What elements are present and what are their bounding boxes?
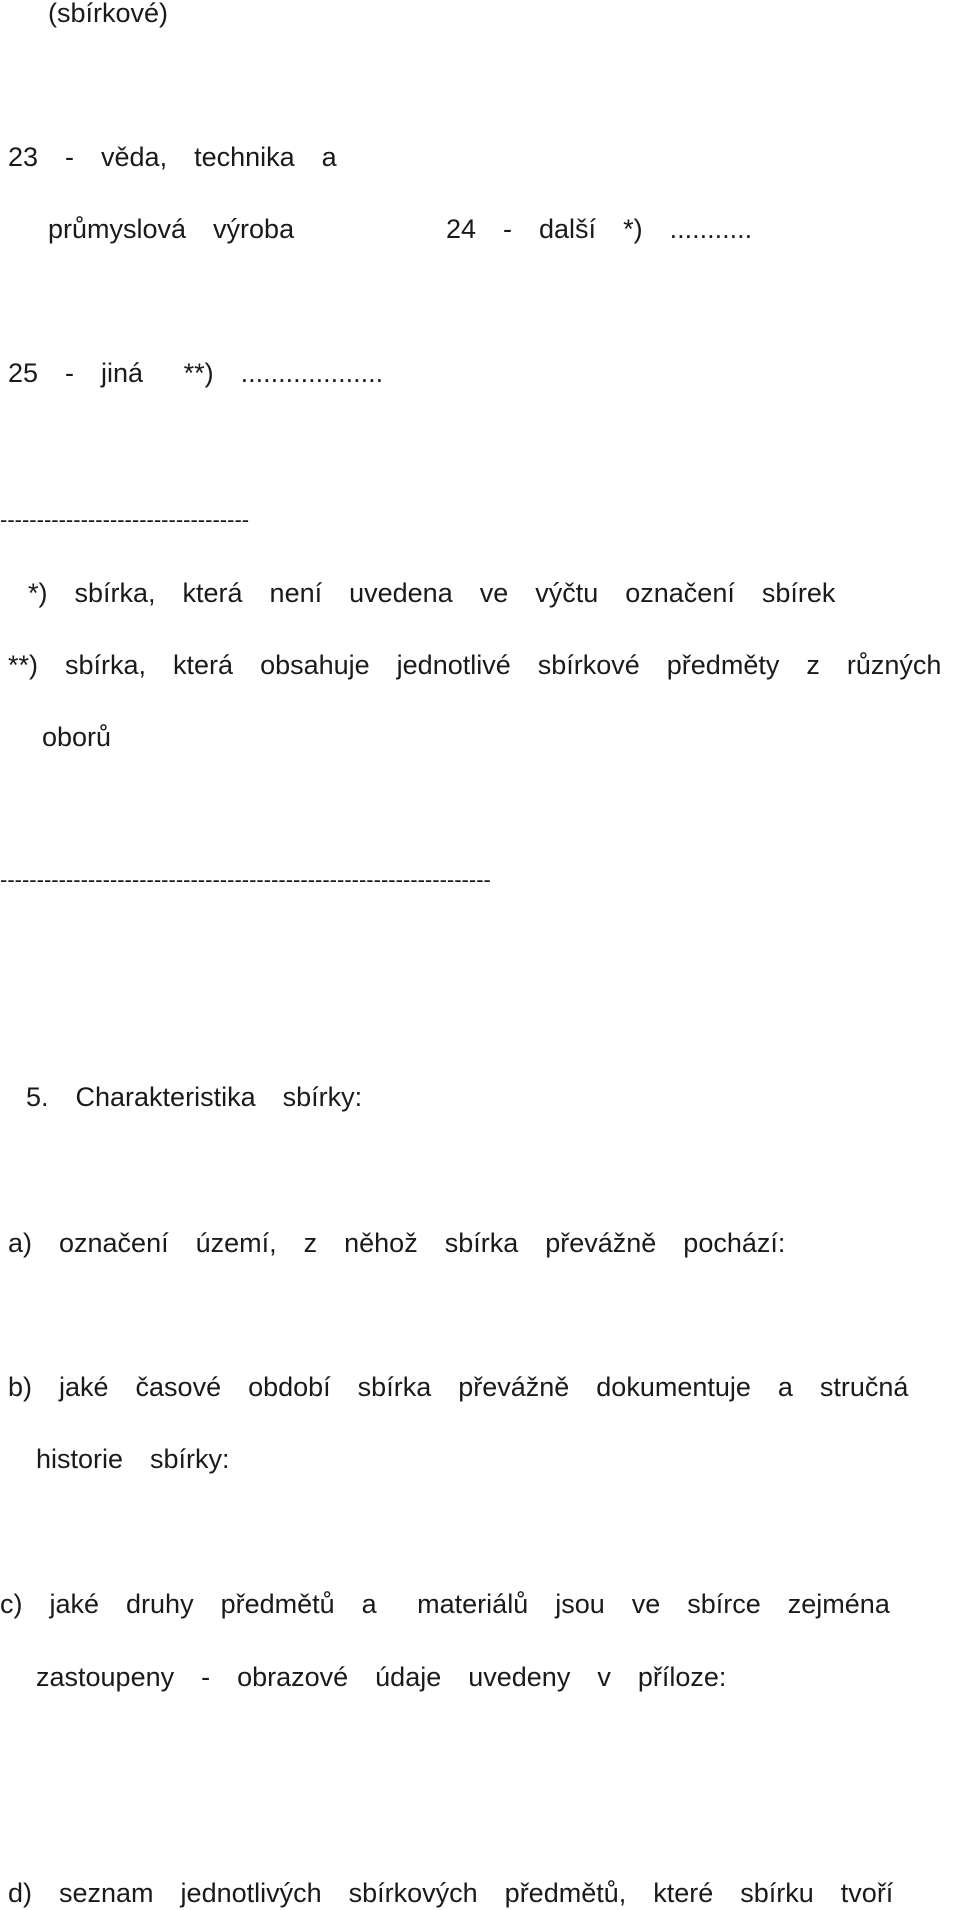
footnote-double-star-line1: **) sbírka, která obsahuje jednotlivé sbírkové předměty z různých	[8, 650, 942, 680]
item-b-line2: historie sbírky:	[36, 1444, 230, 1474]
category-23-line1: 23 - věda, technika a	[8, 142, 337, 172]
item-d: d) seznam jednotlivých sbírkových předmětů, které sbírku tvoří	[8, 1878, 894, 1908]
item-c-line2: zastoupeny - obrazové údaje uvedeny v příloze:	[36, 1662, 727, 1692]
section-5-heading: 5. Charakteristika sbírky:	[26, 1082, 363, 1112]
collection-type-label: (sbírkové)	[48, 0, 169, 28]
category-23-line2: průmyslová výroba	[48, 214, 295, 244]
category-24: 24 - další *) ...........	[446, 214, 753, 244]
item-c-line1: c) jaké druhy předmětů a materiálů jsou ve sbírce zejména	[0, 1589, 890, 1619]
footnote-single-star: *) sbírka, která není uvedena ve výčtu označení sbírek	[28, 578, 836, 608]
category-25: 25 - jiná **) ...................	[8, 358, 384, 388]
footnote-double-star-line2: oborů	[42, 722, 112, 752]
item-b-line1: b) jaké časové období sbírka převážně dokumentuje a stručná	[8, 1372, 909, 1402]
item-a: a) označení území, z něhož sbírka převážně pochází:	[8, 1228, 786, 1258]
separator-long: -------------------------------------------------------------------	[0, 867, 491, 892]
separator-short: ----------------------------------	[0, 507, 250, 532]
